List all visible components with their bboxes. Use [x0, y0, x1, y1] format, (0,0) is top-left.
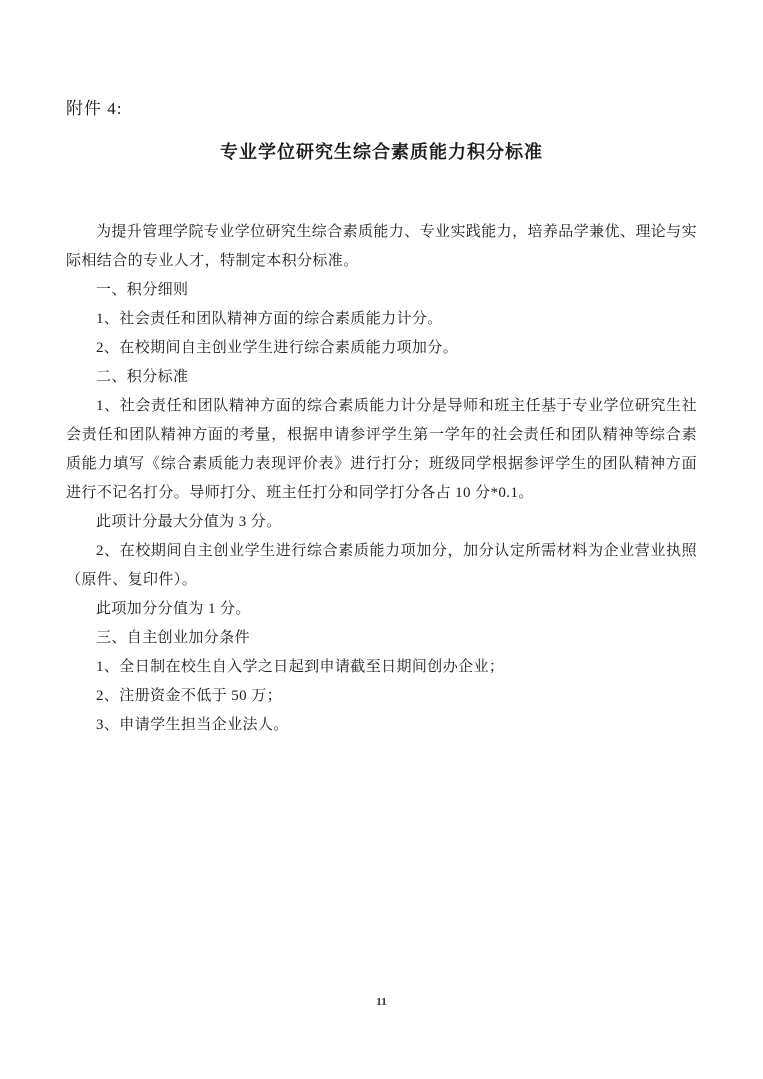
paragraph-standard-2: 2、在校期间自主创业学生进行综合素质能力项加分，加分认定所需材料为企业营业执照（原件、复印件）。: [66, 543, 697, 588]
heading-section-2: 二、积分标准: [96, 369, 189, 385]
heading-section-1: 一、积分细则: [96, 282, 189, 298]
document-content: [66, 0, 697, 740]
paragraph-rule-1: 1、社会责任和团队精神方面的综合素质能力计分。: [96, 311, 443, 327]
paragraph-condition-1: 1、全日制在校生自入学之日起到申请截至日期间创办企业；: [96, 659, 505, 675]
paragraph-bonus-score: 此项加分分值为 1 分。: [96, 601, 251, 617]
paragraph-rule-2: 2、在校期间自主创业学生进行综合素质能力项加分。: [96, 340, 459, 356]
paragraph-standard-1: 1、社会责任和团队精神方面的综合素质能力计分是导师和班主任基于专业学位研究生社会责任和团队精神方面的考量，根据申请参评学生第一学年的社会责任和团队精神等综合素质能力填写《综合素质能力表现评价表》进行打分；班级同学根据参评学生的团队精神方面进行不记名打分。导师打分、班主任打分和同学打分各占 10 分*0.1。: [66, 398, 697, 501]
page-number: 11: [376, 996, 387, 1008]
document-body: [66, 218, 697, 740]
paragraph-intro: 为提升管理学院专业学位研究生综合素质能力、专业实践能力，培养品学兼优、理论与实际相结合的专业人才，特制定本积分标准。: [66, 224, 697, 269]
paragraph-condition-3: 3、申请学生担当企业法人。: [96, 717, 289, 733]
page-title: 专业学位研究生综合素质能力积分标准: [220, 142, 543, 162]
attachment-label: 附件 4:: [66, 99, 123, 118]
paragraph-max-score: 此项计分最大分值为 3 分。: [96, 514, 282, 530]
paragraph-condition-2: 2、注册资金不低于 50 万；: [96, 688, 283, 704]
heading-section-3: 三、自主创业加分条件: [96, 630, 251, 646]
